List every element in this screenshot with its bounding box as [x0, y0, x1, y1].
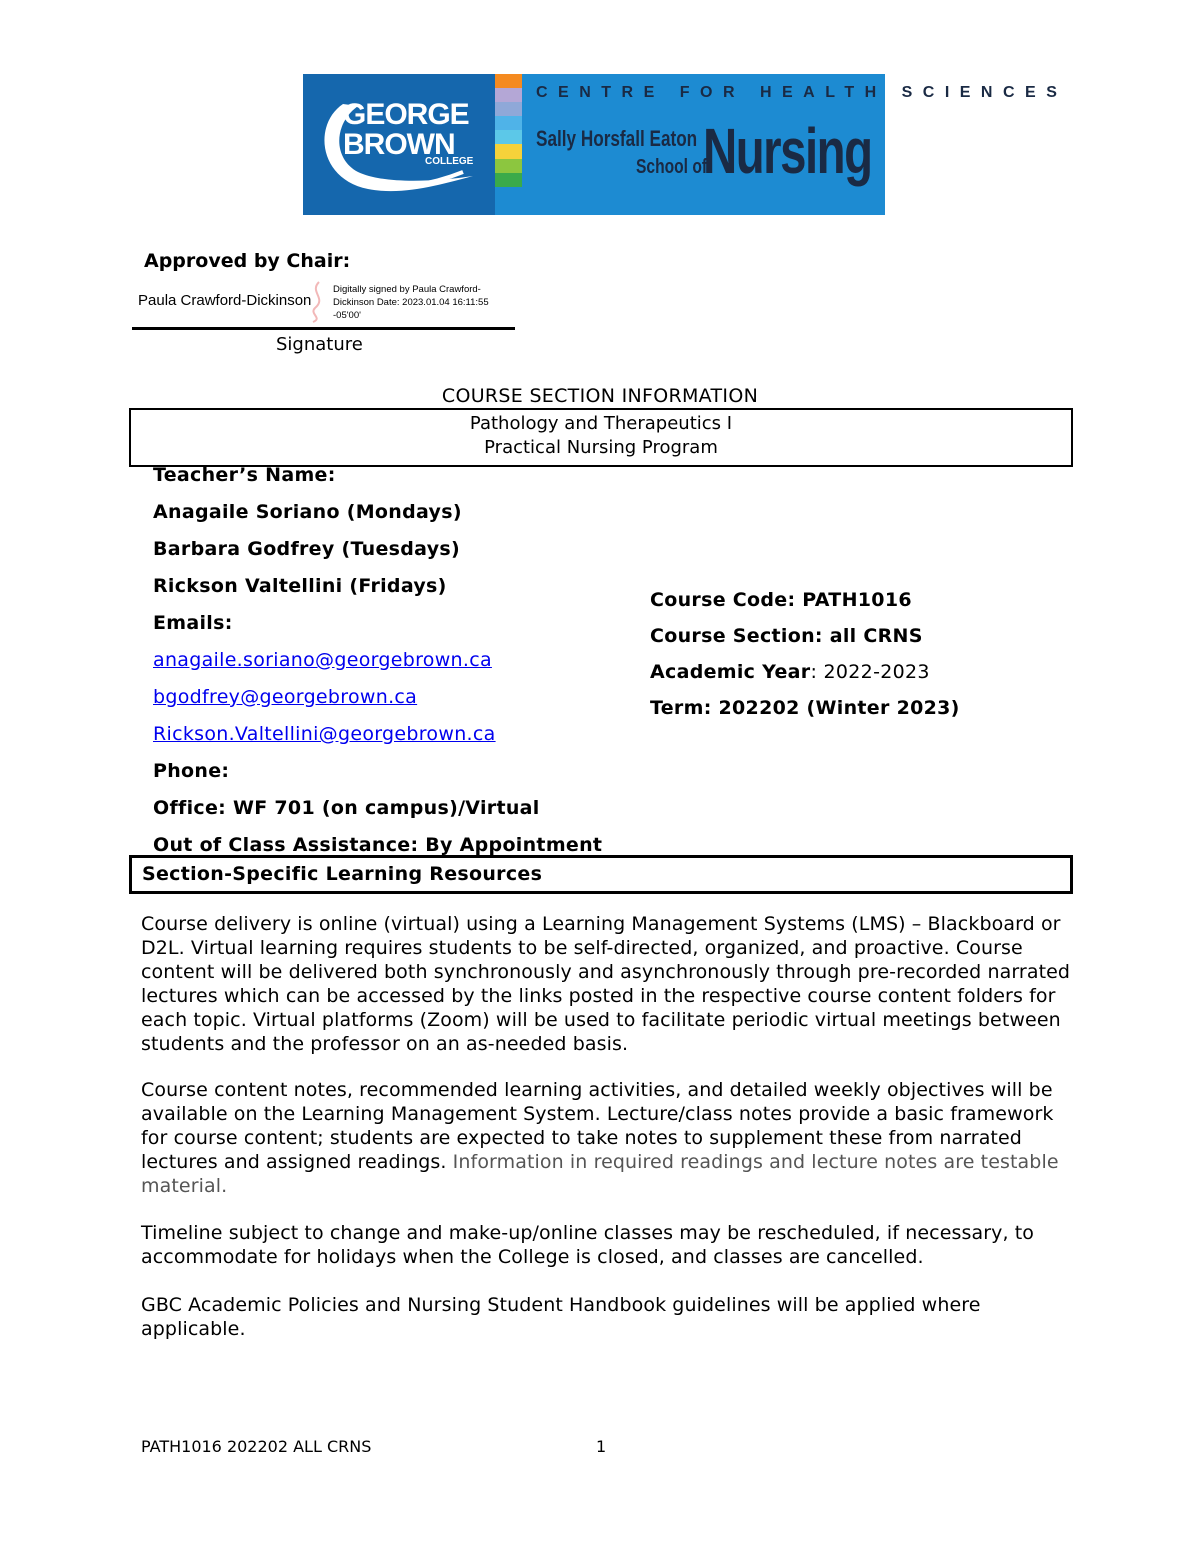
teacher-name: Anagaile Soriano (Mondays)	[153, 501, 462, 523]
school-name-line1: Sally Horsfall Eaton	[536, 126, 698, 151]
color-stripe	[495, 102, 522, 116]
paragraph-content-notes-main: Course content notes, recommended learning activities, and detailed weekly objectives will be available on the Learning Management System. Lecture/class notes provide a basic framework for course content; students are expected to take notes to supplement these from narrated lectures and assigned readings.	[141, 1079, 1054, 1173]
term: Term: 202202 (Winter 2023)	[650, 697, 960, 719]
course-title: Pathology and Therapeutics I	[469, 413, 733, 434]
phone-label: Phone:	[153, 760, 230, 782]
academic-year-label: Academic Year	[650, 661, 811, 683]
color-stripe	[495, 130, 522, 144]
signature-line	[132, 327, 515, 330]
college-banner	[303, 74, 1068, 215]
page-number: 1	[596, 1437, 607, 1456]
color-stripe	[495, 144, 522, 158]
centre-for-health-sciences: CENTRE FOR HEALTH SCIENCES	[536, 84, 1068, 101]
signature-mark-icon	[305, 280, 333, 324]
color-stripe	[495, 88, 522, 102]
footer-course-id: PATH1016 202202 ALL CRNS	[141, 1437, 372, 1456]
course-title-box	[129, 408, 1073, 467]
paragraph-content-notes	[141, 1078, 1071, 1198]
email-link[interactable]: anagaile.soriano@georgebrown.ca	[153, 649, 492, 671]
signer-name: Paula Crawford-Dickinson	[138, 292, 312, 309]
paragraph-testable-note: Information in required readings and lecture notes are testable material.	[141, 1151, 1059, 1197]
assistance-info: Out of Class Assistance: By Appointment	[153, 834, 603, 856]
program-name: Practical Nursing Program	[484, 437, 718, 458]
digital-signature-details: Digitally signed by Paula Crawford-Dickinson Date: 2023.01.04 16:11:55 -05'00'	[333, 284, 489, 321]
course-section: Course Section: all CRNS	[650, 625, 923, 647]
resources-heading: Section-Specific Learning Resources	[129, 855, 1073, 894]
color-stripe	[495, 187, 522, 201]
color-stripe	[495, 201, 522, 215]
college-logo-panel	[303, 74, 495, 215]
office-info: Office: WF 701 (on campus)/Virtual	[153, 797, 540, 819]
color-stripe	[495, 173, 522, 187]
logo-brown-text: BROWN	[343, 128, 455, 161]
emails-label: Emails:	[153, 612, 233, 634]
teacher-info	[153, 463, 602, 870]
academic-year	[650, 661, 960, 697]
course-code: Course Code: PATH1016	[650, 589, 912, 611]
teacher-name: Rickson Valtellini (Fridays)	[153, 575, 447, 597]
section-heading: COURSE SECTION INFORMATION	[441, 385, 759, 407]
course-details	[650, 589, 960, 733]
logo-college-text: COLLEGE	[425, 156, 474, 167]
color-stripe	[495, 116, 522, 130]
logo-george-text: GEORGE	[343, 98, 469, 131]
teachers-label: Teacher’s Name:	[153, 464, 336, 486]
paragraph-policies: GBC Academic Policies and Nursing Student Handbook guidelines will be applied where applicable.	[141, 1294, 981, 1340]
school-name-line2: School of	[636, 156, 708, 178]
paragraph-timeline: Timeline subject to change and make-up/online classes may be rescheduled, if necessary, to accommodate for holidays when the College is closed, and classes are cancelled.	[141, 1222, 1035, 1268]
nursing-wordmark: Nursing	[703, 115, 872, 187]
approved-by-label: Approved by Chair:	[144, 250, 351, 272]
color-stripe	[495, 159, 522, 173]
email-link[interactable]: Rickson.Valtellini@georgebrown.ca	[153, 723, 496, 745]
paragraph-delivery: Course delivery is online (virtual) using a Learning Management Systems (LMS) – Blackboard or D2L. Virtual learning requires students to be self-directed, organized, and proactive. Course content will be delivered both synchronously and asynchronously through pre-recorded narrated lectures which can be accessed by the links posted in the respective course content folders for each topic. Virtual platforms (Zoom) will be used to facilitate periodic virtual meetings between students and the professor on an as-needed basis.	[141, 913, 1071, 1055]
academic-year-value: : 2022-2023	[810, 661, 930, 683]
signature-caption: Signature	[276, 334, 363, 355]
teacher-name: Barbara Godfrey (Tuesdays)	[153, 538, 460, 560]
color-stripe	[495, 74, 522, 88]
banner-color-stripes	[495, 74, 522, 215]
email-link[interactable]: bgodfrey@georgebrown.ca	[153, 686, 418, 708]
